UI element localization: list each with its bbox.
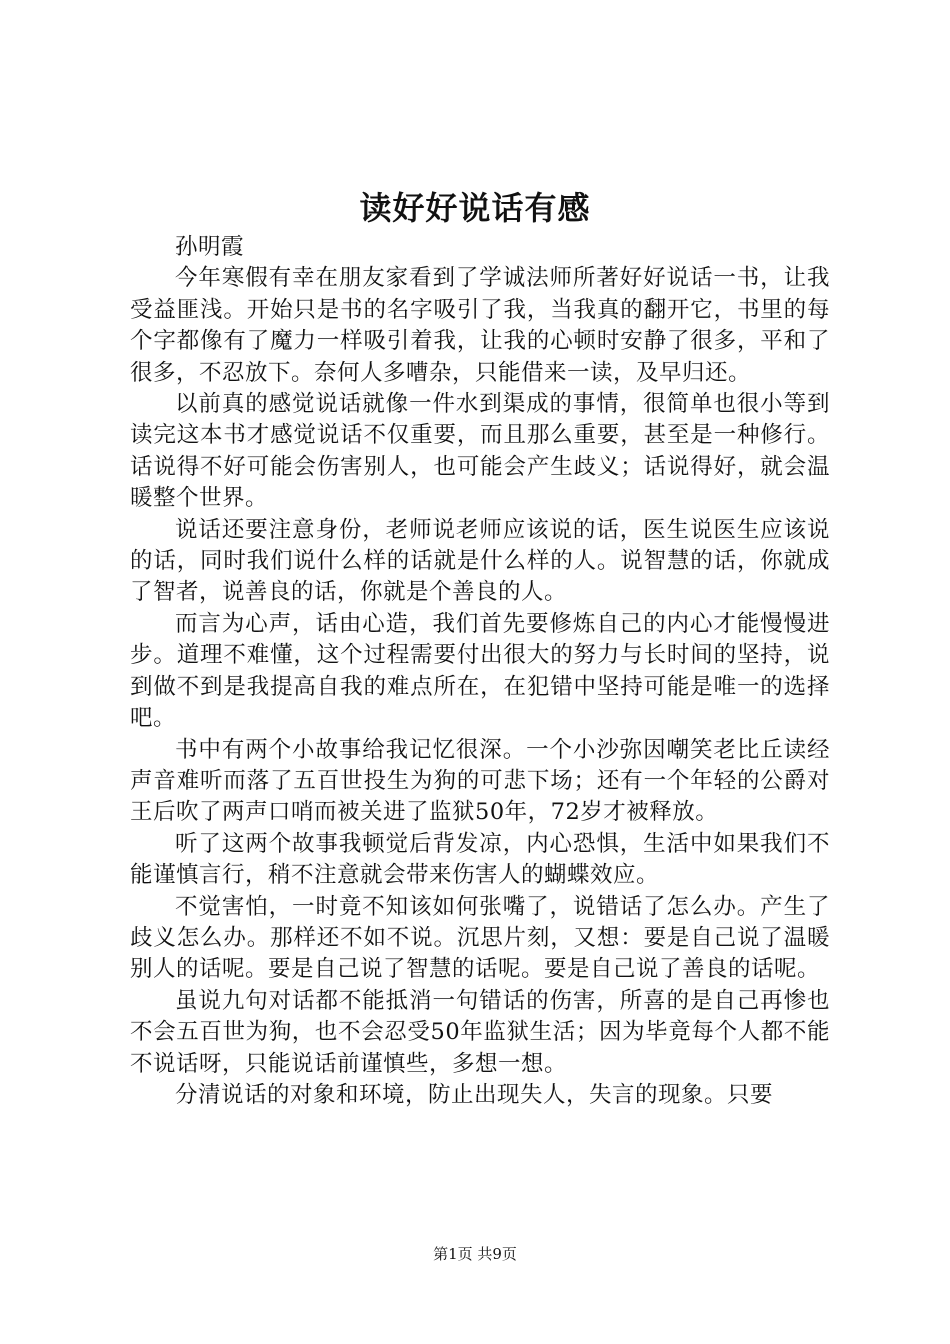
paragraph: 以前真的感觉说话就像一件水到渠成的事情，很简单也很小等到读完这本书才感觉说话不仅重要，而且那么重要，甚至是一种修行。话说得不好可能会伤害别人，也可能会产生歧义；话说得好，就会温暖整个世界。 <box>130 391 830 512</box>
paragraph: 书中有两个小故事给我记忆很深。一个小沙弥因嘲笑老比丘读经声音难听而落了五百世投生为狗的可悲下场；还有一个年轻的公爵对王后吹了两声口哨而被关进了监狱50年，72岁才被释放。 <box>130 736 830 826</box>
paragraph: 分清说话的对象和环境，防止出现失人，失言的现象。只要 <box>175 1081 774 1108</box>
document-body <box>130 232 830 1111</box>
document-title: 读好好说话有感 <box>359 189 591 227</box>
paragraph: 不觉害怕，一时竟不知该如何张嘴了，说错话了怎么办。产生了歧义怎么办。那样还不如不说。沉思片刻，又想：要是自己说了温暖别人的话呢。要是自己说了智慧的话呢。要是自己说了善良的话呢。 <box>130 893 830 983</box>
page-number-footer: 第1页 共9页 <box>433 1245 517 1263</box>
paragraph: 听了这两个故事我顿觉后背发凉，内心恐惧，生活中如果我们不能谨慎言行，稍不注意就会带来伤害人的蝴蝶效应。 <box>130 830 830 889</box>
author-line: 孙明霞 <box>175 234 245 260</box>
paragraph: 说话还要注意身份，老师说老师应该说的话，医生说医生应该说的话，同时我们说什么样的话就是什么样的人。说智慧的话，你就成了智者，说善良的话，你就是个善良的人。 <box>130 516 830 606</box>
paragraph: 虽说九句对话都不能抵消一句错话的伤害，所喜的是自己再惨也不会五百世为狗，也不会忍受50年监狱生活；因为毕竟每个人都不能不说话呀，只能说话前谨慎些，多想一想。 <box>130 987 830 1077</box>
paragraph: 今年寒假有幸在朋友家看到了学诚法师所著好好说话一书，让我受益匪浅。开始只是书的名字吸引了我，当我真的翻开它，书里的每个字都像有了魔力一样吸引着我，让我的心顿时安静了很多，平和了很多，不忍放下。奈何人多嘈杂，只能借来一读，及早归还。 <box>130 265 830 386</box>
paragraph: 而言为心声，话由心造，我们首先要修炼自己的内心才能慢慢进步。道理不难懂，这个过程需要付出很大的努力与长时间的坚持，说到做不到是我提高自我的难点所在，在犯错中坚持可能是唯一的选择吧。 <box>130 610 830 732</box>
